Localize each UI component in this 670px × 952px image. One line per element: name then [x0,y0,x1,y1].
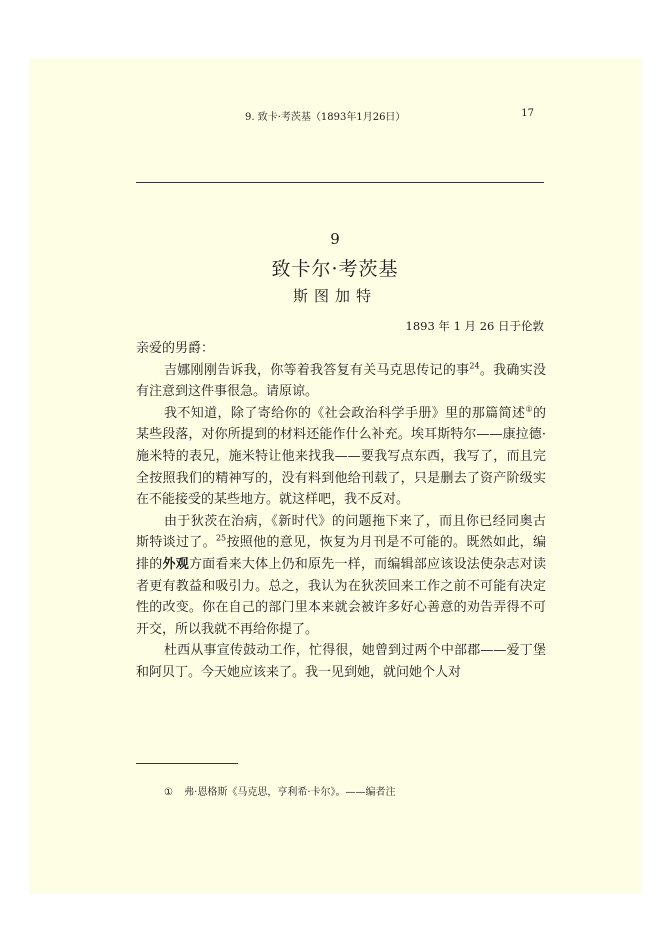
footnote-marker: ① [164,787,173,798]
letter-title: 致卡尔·考茨基 [271,258,399,280]
note-ref-24: 24 [469,361,480,371]
dateline: 1893 年 1 月 26 日于伦敦 [405,319,544,333]
letter-place: 斯图加特 [292,287,377,305]
running-head [107,106,544,124]
paragraph-3-text-c: 方面看来大体上仍和原先一样，而编辑部应该设法使杂志对读者更有教益和吸引力。总之，我认为在狄茨回来工作之前不可能有决定性的改变。你在自己的部门里本来就会被许多好心善意的劝告弄得不可开交，所以我就不再给你提了。 [136,556,546,637]
running-head-title: 9. 致卡·考茨基（1893年1月26日） [245,112,406,123]
paragraph-2-text-b: 的某些段落，对你所提到的材料还能作什么补充。埃耳斯特尔——康拉德·施米特的表兄，施米特让他来找我——要我写点东西，我写了，而且完全按照我们的精神写的，没有料到他给刊载了，只是删去了资产阶级实在不能接受的某些地方。就这样吧，我不反对。 [136,405,546,508]
footnote [164,783,396,798]
paragraph-3 [136,511,546,641]
footnote-rule [136,763,238,764]
letter-number: 9 [330,230,340,248]
footnote-ref-1: ① [525,404,533,414]
paragraph-3-text-b: 按照他的意见，恢复为月刊是不可能的。既然如此，编排的 [136,535,546,572]
letter-body [136,338,546,684]
page-number: 17 [521,108,534,119]
paragraph-1-text-b: 。我确实没有注意到这件事很急。请原谅。 [136,362,546,400]
paragraph-1 [136,360,546,403]
salutation: 亲爱的男爵： [136,341,215,356]
emphasis-appearance: 外观 [162,556,189,572]
paragraph-2-text-a: 我不知道，除了寄给你的《社会政治科学手册》里的那篇简述 [164,405,526,421]
paragraph-4: 杜西从事宣传鼓动工作，忙得很，她曾到过两个中部郡——爱丁堡和阿贝丁。今天她应该来了。我一见到她，就问她个人对 [136,643,546,680]
header-rule [136,182,544,183]
footnote-text: 弗·恩格斯《马克思，亨利希·卡尔》。——编者注 [184,787,396,798]
note-ref-25: 25 [215,534,227,544]
paragraph-2 [136,403,546,511]
paragraph-3-text-a: 由于狄茨在治病，《新时代》的问题拖下来了，而且你已经同奥古斯特谈过了。 [136,513,546,551]
paragraph-1-text-a: 吉娜刚刚告诉我，你等着我答复有关马克思传记的事 [164,362,470,378]
